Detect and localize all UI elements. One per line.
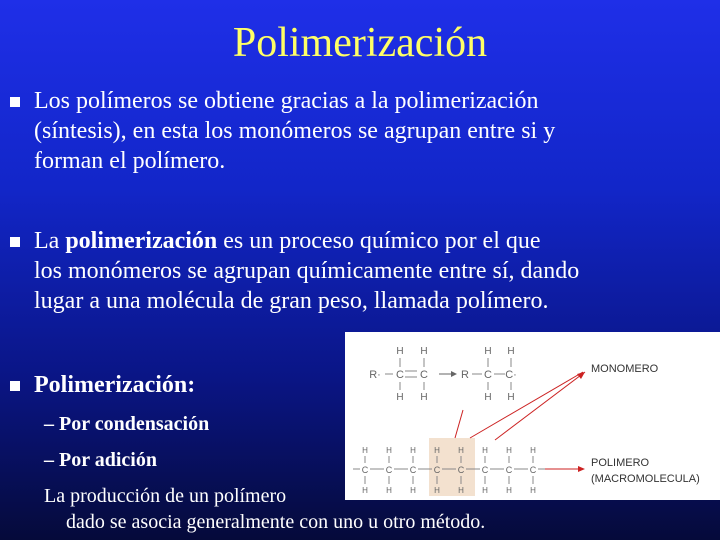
- hydrogen-atom: H: [507, 346, 515, 357]
- hydrogen-atom: H: [420, 346, 428, 357]
- polymer-hydrogen-atom: H: [458, 486, 464, 495]
- polymer-carbon-atom: C: [457, 465, 465, 475]
- polymer-carbon-atom: C: [361, 465, 369, 475]
- polymer-hydrogen-atom: H: [482, 446, 488, 455]
- monomer-pointer-arrow: [495, 372, 585, 440]
- bullet-2-line-1: La polimerización es un proceso químico por el que: [34, 228, 541, 254]
- polymer-carbon-atom: C: [385, 465, 393, 475]
- tail-line-2: dado se asocia generalmente con uno u otro método.: [66, 511, 486, 533]
- polymer-pointer-arrowhead: [578, 466, 585, 472]
- monomer-radical-r: R·: [369, 369, 381, 381]
- bold-term: polimerización: [65, 228, 218, 254]
- product-radical-r: R: [461, 369, 469, 381]
- bullet-marker-2: [10, 237, 20, 247]
- polymer-hydrogen-atom: H: [386, 486, 392, 495]
- polymer-hydrogen-atom: H: [434, 446, 440, 455]
- polymer-hydrogen-atom: H: [434, 486, 440, 495]
- subitem-condensation: – Por condensación: [44, 413, 210, 435]
- carbon-atom: C: [420, 369, 428, 381]
- bullet-2-line-3: lugar a una molécula de gran peso, llamada polímero.: [34, 288, 549, 314]
- polymer-carbon-atom: C: [433, 465, 441, 475]
- polymer-hydrogen-atom: H: [530, 446, 536, 455]
- bullet-marker-3: [10, 381, 20, 391]
- carbon-atom: C: [396, 369, 404, 381]
- polymer-hydrogen-atom: H: [506, 446, 512, 455]
- polymer-hydrogen-atom: H: [362, 486, 368, 495]
- polymer-hydrogen-atom: H: [506, 486, 512, 495]
- polymer-hydrogen-atom: H: [362, 446, 368, 455]
- polymer-carbon-atom: C: [505, 465, 513, 475]
- bullet-3-text: Polimerización:: [34, 372, 196, 398]
- polymer-carbon-atom: C: [409, 465, 417, 475]
- polymer-carbon-atom: C: [481, 465, 489, 475]
- hydrogen-atom: H: [507, 392, 515, 403]
- polymer-label-sub: (MACROMOLECULA): [591, 473, 700, 485]
- polymer-hydrogen-atom: H: [410, 486, 416, 495]
- bullet-1-line-2: (síntesis), en esta los monómeros se agrupan entre si y: [34, 118, 556, 144]
- hydrogen-atom: H: [484, 392, 492, 403]
- bullet-marker-1: [10, 97, 20, 107]
- monomer-pointer-arrow: [455, 410, 463, 438]
- monomer-label: MONOMERO: [591, 363, 659, 375]
- polymer-hydrogen-atom: H: [410, 446, 416, 455]
- monomer-pointer-arrow: [470, 372, 583, 438]
- polymer-hydrogen-atom: H: [386, 446, 392, 455]
- bullet-1-line-3: forman el polímero.: [34, 148, 226, 174]
- hydrogen-atom: H: [484, 346, 492, 357]
- hydrogen-atom: H: [420, 392, 428, 403]
- polymer-hydrogen-atom: H: [530, 486, 536, 495]
- carbon-atom: C: [484, 369, 492, 381]
- bullet-1-text: [34, 86, 555, 176]
- polymer-carbon-atom: C: [529, 465, 537, 475]
- polymerization-diagram: [345, 332, 720, 500]
- tail-line-1: La producción de un polímero: [44, 485, 287, 507]
- reaction-arrow-head: [451, 371, 457, 377]
- hydrogen-atom: H: [396, 392, 404, 403]
- polymer-hydrogen-atom: H: [482, 486, 488, 495]
- polymer-label: POLIMERO: [591, 457, 650, 469]
- bullet-2-line-2: los monómeros se agrupan químicamente entre sí, dando: [34, 258, 580, 284]
- bullet-1-line-1: Los polímeros se obtiene gracias a la polimerización: [34, 88, 539, 114]
- diagram-svg: [345, 332, 720, 500]
- hydrogen-atom: H: [396, 346, 404, 357]
- bullet-2-text: [34, 226, 579, 316]
- subitem-addition: – Por adición: [44, 449, 157, 471]
- carbon-atom: C·: [505, 369, 517, 381]
- page-title: Polimerización: [232, 20, 488, 66]
- polymer-hydrogen-atom: H: [458, 446, 464, 455]
